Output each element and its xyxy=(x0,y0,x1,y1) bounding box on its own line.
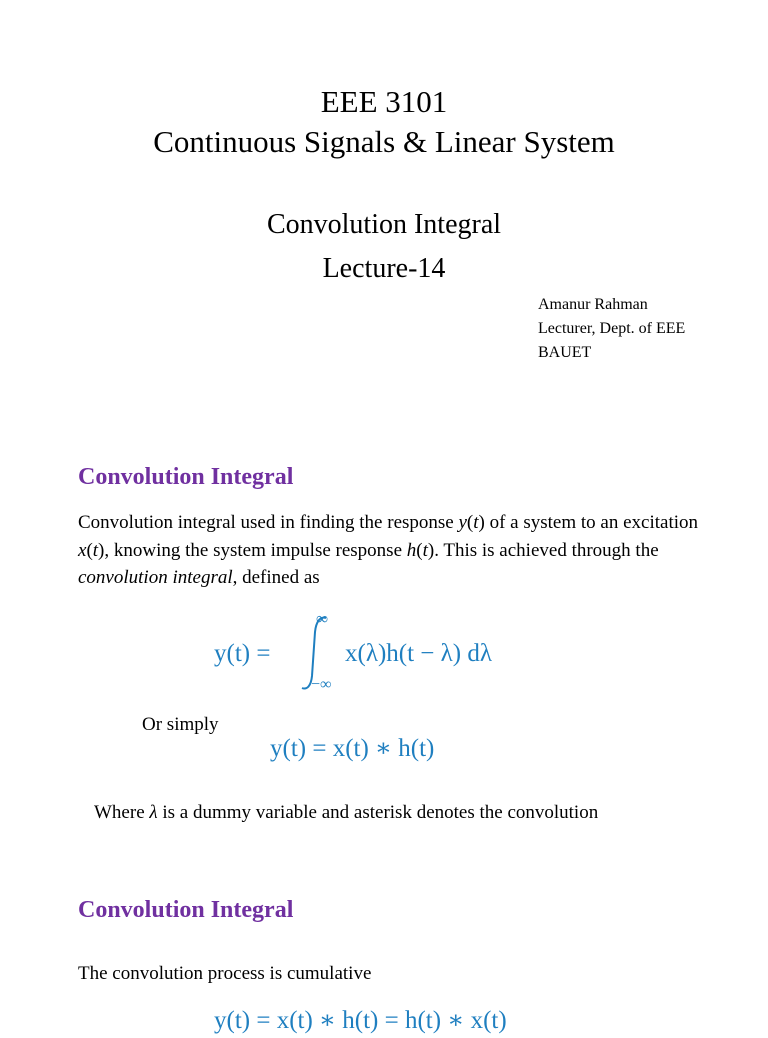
integral-upper-limit: ∞ xyxy=(316,609,329,628)
lambda-symbol: λ xyxy=(149,802,158,823)
author-institution: BAUET xyxy=(538,344,592,361)
lecture-number: Lecture-14 xyxy=(322,253,446,284)
definition-paragraph: Convolution integral used in finding the response y(t) of a system to an excitation x(t), knowing the system impulse response h(t). This is achieved through the convolution integral, defined as xyxy=(78,512,699,588)
equation-2: y(t) = x(t) ∗ h(t) xyxy=(270,735,435,762)
note-text: Where xyxy=(94,802,150,823)
section-heading: Convolution Integral xyxy=(78,897,294,923)
course-title: Continuous Signals & Linear System xyxy=(153,124,615,159)
author-name: Amanur Rahman xyxy=(538,296,648,313)
t-variable: t xyxy=(422,539,428,561)
equation-3: y(t) = x(t) ∗ h(t) = h(t) ∗ x(t) xyxy=(214,1007,507,1034)
or-simply-text: Or simply xyxy=(142,714,219,735)
lecture-topic: Convolution Integral xyxy=(266,209,502,240)
cumulative-paragraph: The convolution process is cumulative xyxy=(78,963,372,984)
paragraph-text: Convolution integral used in finding the response xyxy=(78,512,459,533)
integral-lower-limit: −∞ xyxy=(311,676,332,693)
author-role: Lecturer, Dept. of EEE xyxy=(538,320,686,337)
section-heading: Convolution Integral xyxy=(78,464,294,490)
note-text: is a dummy variable and asterisk denotes the convolution xyxy=(157,802,599,823)
emphasized-term: convolution integral xyxy=(78,567,233,588)
equation-1-integrand: x(λ)h(t − λ) dλ xyxy=(345,640,492,667)
paragraph-text: , knowing the system impulse response xyxy=(104,539,407,561)
t-variable: t xyxy=(473,512,479,533)
course-code: EEE 3101 xyxy=(320,84,448,119)
t-variable: t xyxy=(92,539,99,561)
paragraph-text: of a system to an excitation xyxy=(484,512,699,533)
y-variable: y xyxy=(458,512,467,533)
h-variable: h xyxy=(406,539,417,561)
x-variable: x xyxy=(78,539,87,561)
equation-1-lhs: y(t) = xyxy=(214,640,271,667)
paragraph-text: . This is achieved through the xyxy=(434,539,659,561)
where-note xyxy=(94,800,598,826)
paragraph-text: , defined as xyxy=(232,567,320,588)
